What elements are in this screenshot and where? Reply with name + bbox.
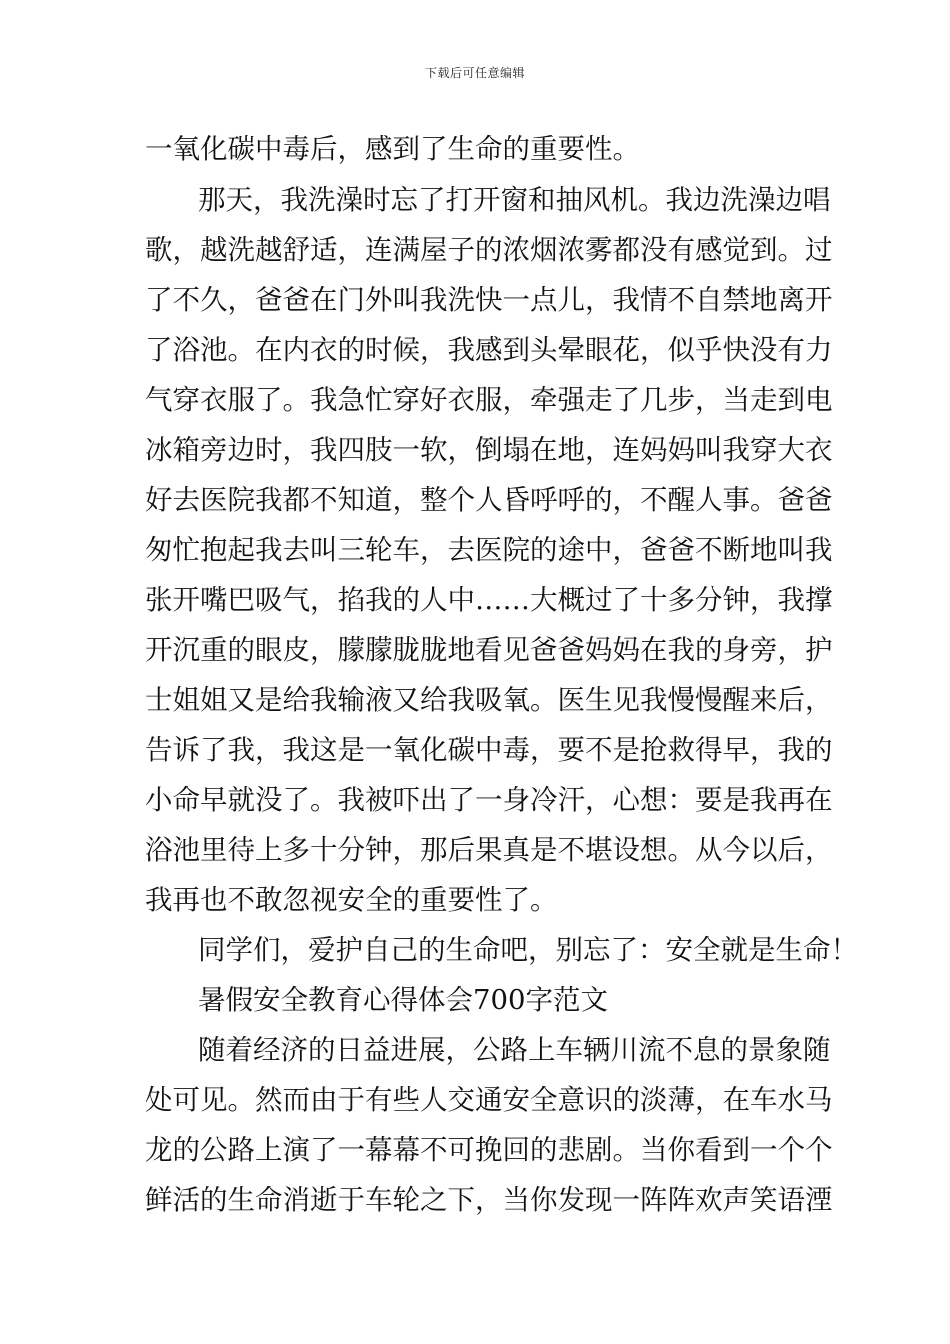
text-line: 我再也不敢忽视安全的重要性了。 — [145, 884, 558, 916]
text-line: 了不久，爸爸在门外叫我洗快一点儿，我情不自禁地离开 — [145, 284, 833, 316]
text-line: 小命早就没了。我被吓出了一身冷汗，心想：要是我再在 — [145, 784, 833, 816]
text-line: 龙的公路上演了一幕幕不可挽回的悲剧。当你看到一个个 — [145, 1134, 833, 1166]
text-line: 一氧化碳中毒后，感到了生命的重要性。 — [145, 133, 640, 165]
text-line: 张开嘴巴吸气，掐我的人中……大概过了十多分钟，我撑 — [145, 584, 833, 616]
text-line: 了浴池。在内衣的时候，我感到头晕眼花，似乎快没有力 — [145, 334, 833, 366]
paragraph-line: 同学们，爱护自己的生命吧，别忘了：安全就是生命！ — [198, 934, 858, 966]
paragraph-line: 随着经济的日益进展，公路上车辆川流不息的景象随 — [198, 1034, 831, 1066]
text-line: 告诉了我，我这是一氧化碳中毒，要不是抢救得早，我的 — [145, 734, 833, 766]
text-line: 浴池里待上多十分钟，那后果真是不堪设想。从今以后， — [145, 834, 833, 866]
text-line: 鲜活的生命消逝于车轮之下，当你发现一阵阵欢声笑语湮 — [145, 1184, 833, 1216]
text-line: 气穿衣服了。我急忙穿好衣服，牵强走了几步，当走到电 — [145, 384, 833, 416]
text-line: 冰箱旁边时，我四肢一软，倒塌在地，连妈妈叫我穿大衣 — [145, 434, 833, 466]
text-line: 处可见。然而由于有些人交通安全意识的淡薄，在车水马 — [145, 1084, 833, 1116]
text-line: 开沉重的眼皮，朦朦胧胧地看见爸爸妈妈在我的身旁，护 — [145, 634, 833, 666]
paragraph-line: 那天，我洗澡时忘了打开窗和抽风机。我边洗澡边唱 — [198, 184, 831, 216]
text-line: 歌，越洗越舒适，连满屋子的浓烟浓雾都没有感觉到。过 — [145, 234, 833, 266]
text-line: 士姐姐又是给我输液又给我吸氧。医生见我慢慢醒来后， — [145, 684, 833, 716]
page-header: 下载后可任意编辑 — [424, 66, 525, 80]
text-line: 好去医院我都不知道，整个人昏呼呼的，不醒人事。爸爸 — [145, 484, 833, 516]
section-title: 暑假安全教育心得体会700字范文 — [198, 984, 608, 1016]
text-line: 匆忙抱起我去叫三轮车，去医院的途中，爸爸不断地叫我 — [145, 534, 833, 566]
